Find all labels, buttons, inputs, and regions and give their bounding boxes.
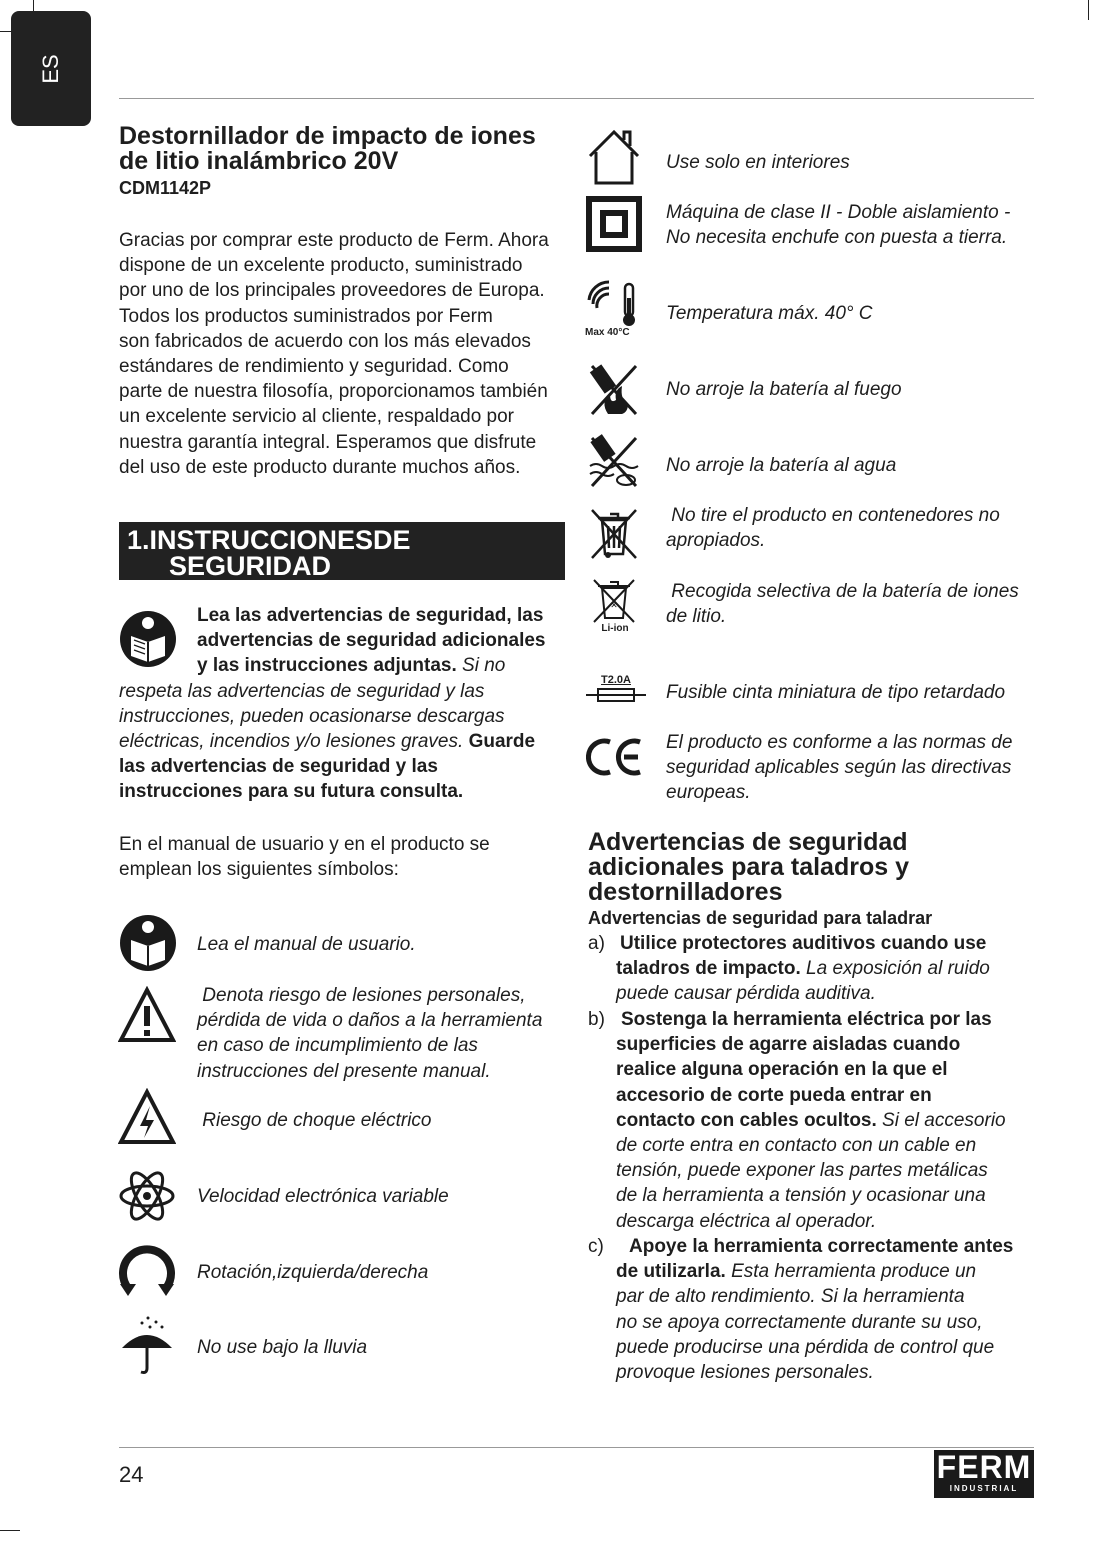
symbol-text: pérdida de vida o daños a la herramienta — [197, 1010, 543, 1032]
crop-mark — [1088, 0, 1089, 20]
item-text-italic: Si el accesorio — [876, 1109, 1006, 1131]
item-text: puede causar pérdida auditiva. — [616, 983, 876, 1005]
symbol-text: europeas. — [666, 782, 751, 804]
symbol-text: Temperatura máx. 40° C — [666, 303, 873, 324]
symbol-text: Riesgo de choque eléctrico — [197, 1110, 432, 1131]
symbol-description — [666, 453, 896, 478]
symbol-text: No use bajo la lluvia — [197, 1337, 368, 1358]
symbol-text: Rotación,izquierda/derecha — [197, 1262, 429, 1283]
symbol-text: Máquina de clase II - Doble aislamiento - — [666, 202, 1011, 223]
read-warning-line: las advertencias de seguridad y las — [119, 756, 438, 778]
symbol-text: instrucciones del presente manual. — [197, 1060, 491, 1082]
symbol-description — [197, 932, 416, 957]
read-warning-line: instrucciones, pueden ocasionarse descargas — [119, 705, 505, 727]
language-tab-label: ES — [38, 53, 63, 84]
intro-line: parte de nuestra filosofía, proporcionamos también — [119, 381, 548, 403]
intro-paragraph — [119, 228, 569, 480]
intro-line: son fabricados de acuerdo con los más elevados — [119, 330, 531, 352]
read-warning-bold: Guarde — [463, 731, 536, 753]
li-ion-icon-label: Li-ion — [601, 623, 629, 634]
intro-line: por uno de los principales proveedores de Europa. — [119, 280, 545, 302]
heading-line: Advertencias de seguridad — [588, 828, 908, 856]
no-water-battery-icon — [586, 432, 642, 490]
item-text-bold: de utilizarla. — [616, 1261, 726, 1283]
read-warning-bold: y las instrucciones adjuntas. — [197, 655, 457, 677]
symbol-description — [666, 150, 850, 175]
item-text: par de alto rendimiento. Si la herramienta — [616, 1286, 965, 1308]
drilling-subheading: Advertencias de seguridad para taladrar — [588, 908, 933, 928]
intro-line: Gracias por comprar este producto de Ferm. Ahora — [119, 230, 549, 251]
symbol-description — [666, 503, 1000, 553]
symbol-text: de litio. — [666, 606, 727, 628]
no-fire-battery-icon — [586, 360, 642, 418]
read-manual-icon — [119, 914, 177, 972]
item-text: accesorio de corte pueda entrar en — [616, 1084, 932, 1106]
bottom-divider — [119, 1447, 1034, 1448]
item-letter: b) — [588, 1009, 605, 1030]
read-warning-line: instrucciones para su futura consulta. — [119, 781, 464, 803]
item-text: superficies de agarre aisladas cuando — [616, 1034, 961, 1056]
logo-sub: INDUSTRIAL — [949, 1484, 1019, 1493]
symbol-description — [666, 730, 1012, 806]
intro-line: del uso de este producto durante muchos años. — [119, 456, 521, 478]
item-text: Apoye la herramienta correctamente antes — [629, 1236, 1014, 1257]
symbols-intro-line: emplean los siguientes símbolos: — [119, 859, 399, 881]
symbol-description — [197, 1335, 367, 1360]
symbol-description — [666, 301, 873, 326]
page-number: 24 — [119, 1462, 144, 1487]
fuse-icon-label: T2.0A — [601, 674, 631, 686]
intro-line: un excelente servicio al cliente, respaldado por — [119, 406, 515, 428]
additional-warnings-heading — [588, 830, 909, 905]
item-letter: a) — [588, 933, 605, 954]
crop-mark — [0, 1530, 20, 1531]
symbol-description — [666, 680, 1005, 705]
section-banner — [119, 522, 565, 580]
symbols-intro — [119, 832, 490, 882]
read-warning-line: Lea las advertencias de seguridad, las — [197, 605, 544, 626]
item-text-italic: La exposición al ruido — [800, 958, 990, 980]
logo-main: FERM — [936, 1449, 1032, 1485]
symbol-text: Lea el manual de usuario. — [197, 934, 416, 955]
read-warning-block — [119, 603, 569, 805]
page-title — [119, 124, 536, 174]
symbol-description — [197, 1184, 449, 1209]
umbrella-rain-icon — [118, 1314, 176, 1376]
symbol-text: seguridad aplicables según las directivas — [666, 757, 1012, 779]
rotation-icon — [118, 1240, 176, 1298]
intro-line: dispone de un excelente producto, suministrado — [119, 255, 523, 277]
ferm-logo — [934, 1450, 1034, 1498]
symbol-text: apropiados. — [666, 530, 766, 552]
section-banner-line: SEGURIDAD — [169, 551, 332, 581]
symbol-text: Fusible cinta miniatura de tipo retardado — [666, 682, 1006, 703]
house-indoor-icon — [586, 128, 642, 186]
fuse-icon — [586, 674, 646, 706]
symbol-description — [666, 200, 1010, 250]
temperature-icon — [585, 280, 643, 342]
symbol-text: No arroje la batería al agua — [666, 455, 897, 476]
read-warning-line: respeta las advertencias de seguridad y las — [119, 680, 485, 702]
read-warning-italic: Si no — [456, 655, 506, 677]
language-tab — [11, 11, 91, 126]
item-text: de corte entra en contacto con un cable en — [616, 1135, 977, 1157]
symbol-text: Recogida selectiva de la batería de iones — [666, 581, 1019, 602]
item-text: tensión, puede exponer las partes metálicas — [616, 1160, 988, 1182]
atom-speed-icon — [118, 1167, 176, 1225]
electric-shock-icon — [118, 1088, 176, 1146]
item-text: realice alguna operación en la que el — [616, 1059, 948, 1081]
section-banner-line: 1.INSTRUCCIONESDE — [127, 525, 411, 555]
heading-line: destornilladores — [588, 878, 783, 906]
temperature-icon-label: Max 40°C — [585, 327, 630, 338]
crossed-bin-icon — [588, 506, 640, 560]
title-line: Destornillador de impacto de iones — [119, 122, 536, 150]
symbol-text: Use solo en interiores — [666, 152, 850, 173]
intro-line: estándares de rendimiento y seguridad. Como — [119, 356, 509, 378]
symbol-description — [666, 579, 1019, 629]
item-text: puede producirse una pérdida de control que — [616, 1336, 995, 1358]
item-text: Utilice protectores auditivos cuando use — [620, 933, 987, 954]
warning-triangle-icon — [118, 986, 176, 1044]
class-ii-icon — [586, 196, 642, 252]
item-letter: c) — [588, 1236, 604, 1257]
warning-item-c — [588, 1234, 1058, 1385]
symbol-text: en caso de incumplimiento de las — [197, 1035, 478, 1057]
symbol-description — [197, 1108, 431, 1133]
item-text: provoque lesiones personales. — [616, 1362, 874, 1384]
symbol-description — [666, 377, 902, 402]
ce-mark-icon — [586, 736, 644, 778]
symbol-description — [197, 983, 542, 1084]
item-text-bold: taladros de impacto. — [616, 958, 801, 980]
item-text: Sostenga la herramienta eléctrica por las — [621, 1009, 992, 1030]
title-line: de litio inalámbrico 20V — [119, 147, 399, 175]
item-text: descarga eléctrica al operador. — [616, 1210, 877, 1232]
model-number: CDM1142P — [119, 178, 212, 198]
symbols-intro-line: En el manual de usuario y en el producto se — [119, 834, 490, 855]
symbol-text: El producto es conforme a las normas de — [666, 732, 1013, 753]
heading-line: adicionales para taladros y — [588, 853, 909, 881]
svg-text:✕: ✕ — [610, 600, 618, 610]
item-text: de la herramienta a tensión y ocasionar una — [616, 1185, 986, 1207]
intro-line: nuestra garantía integral. Esperamos que disfrute — [119, 431, 537, 453]
symbol-text: Denota riesgo de lesiones personales, — [197, 985, 526, 1006]
warning-item-a — [588, 931, 1048, 1007]
symbol-text: No arroje la batería al fuego — [666, 379, 902, 400]
li-ion-bin-icon — [590, 578, 640, 638]
read-warning-italic: eléctricas, incendios y/o lesiones graves. — [119, 731, 464, 753]
symbol-text: No necesita enchufe con puesta a tierra. — [666, 227, 1008, 249]
symbol-description — [197, 1260, 428, 1285]
item-text-bold: contacto con cables ocultos. — [616, 1109, 877, 1131]
intro-line: Todos los productos suministrados por Ferm — [119, 305, 493, 327]
warning-item-b — [588, 1007, 1048, 1234]
item-text-italic: Esta herramienta produce un — [725, 1261, 977, 1283]
item-text: no se apoya correctamente durante su uso, — [616, 1311, 983, 1333]
top-divider — [119, 98, 1034, 99]
read-warning-line: advertencias de seguridad adicionales — [197, 630, 546, 652]
symbol-text: No tire el producto en contenedores no — [666, 505, 1000, 526]
symbol-text: Velocidad electrónica variable — [197, 1186, 449, 1207]
